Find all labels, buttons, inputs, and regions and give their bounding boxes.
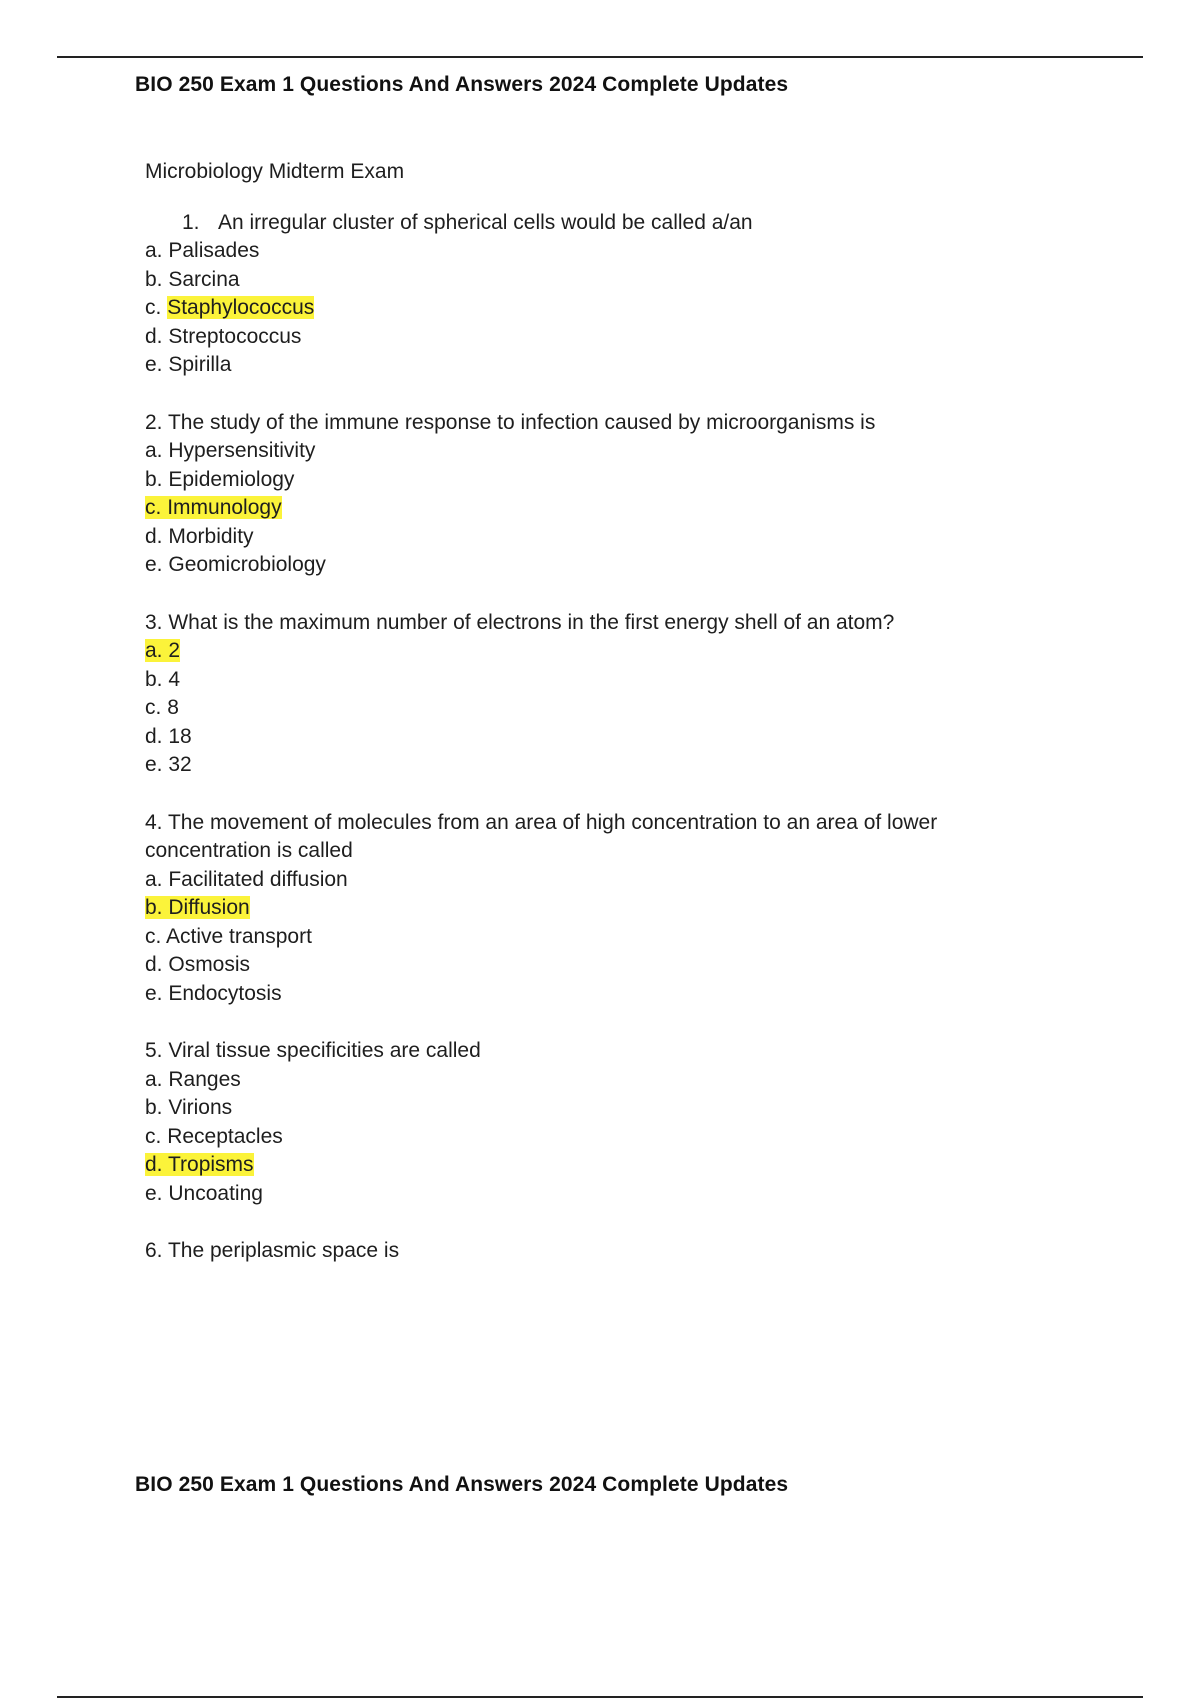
- answer-highlight: Staphylococcus: [167, 296, 315, 319]
- question-5: [145, 1037, 1065, 1208]
- question-3-number: 3.: [145, 610, 163, 634]
- question-4-option-e: e. Endocytosis: [145, 981, 282, 1005]
- question-1-option-c: c. Staphylococcus: [145, 296, 315, 319]
- answer-highlight: c. Immunology: [145, 496, 282, 519]
- question-3-text: [145, 609, 1065, 638]
- question-4: [145, 809, 1065, 1009]
- question-3: [145, 609, 1065, 780]
- question-6-number: 6.: [145, 1239, 163, 1262]
- question-3-option-c: c. 8: [145, 696, 179, 719]
- question-3-option-d: d. 18: [145, 724, 192, 748]
- answer-highlight: d. Tropisms: [145, 1153, 254, 1176]
- exam-subtitle: Microbiology Midterm Exam: [145, 160, 405, 183]
- question-5-text: [145, 1037, 1065, 1066]
- question-1-number: 1.: [182, 210, 200, 234]
- question-1-option-a: a. Palisades: [145, 239, 260, 262]
- question-1: [145, 209, 1065, 380]
- document-body: [145, 158, 1065, 1295]
- question-2-option-a: a. Hypersensitivity: [145, 439, 316, 462]
- question-3-option-b: b. 4: [145, 667, 181, 691]
- question-4-number: 4.: [145, 810, 163, 834]
- question-1-text: [145, 209, 1065, 238]
- question-3-option-e: e. 32: [145, 753, 192, 776]
- bottom-rule: [57, 1696, 1143, 1698]
- question-4-prompt: The movement of molecules from an area of high concentration to an area of lower concentration is called: [145, 810, 938, 862]
- question-5-number: 5.: [145, 1039, 163, 1062]
- question-4-option-c: c. Active transport: [145, 924, 312, 948]
- question-2-number: 2.: [145, 410, 163, 434]
- question-1-option-d: d. Streptococcus: [145, 324, 302, 348]
- question-2: [145, 409, 1065, 580]
- question-2-option-c: [145, 494, 1065, 523]
- question-3-prompt: What is the maximum number of electrons in the first energy shell of an atom?: [168, 610, 895, 634]
- question-5-option-e: e. Uncoating: [145, 1181, 263, 1205]
- question-2-option-b: b. Epidemiology: [145, 467, 295, 491]
- answer-highlight: b. Diffusion: [145, 896, 250, 919]
- answer-highlight: a. 2: [145, 639, 181, 662]
- question-5-option-d: [145, 1151, 1065, 1180]
- question-2-text: [145, 409, 1065, 438]
- question-5-option-a: a. Ranges: [145, 1067, 241, 1091]
- question-1-option-e: e. Spirilla: [145, 353, 232, 376]
- question-3-option-a: [145, 637, 1065, 666]
- page-footer-title: BIO 250 Exam 1 Questions And Answers 2024 Complete Updates: [135, 1473, 789, 1496]
- question-4-option-d: d. Osmosis: [145, 953, 251, 976]
- question-6: [145, 1237, 1065, 1266]
- page-header-title: BIO 250 Exam 1 Questions And Answers 2024 Complete Updates: [135, 73, 789, 96]
- question-5-option-b: b. Virions: [145, 1096, 233, 1119]
- question-2-prompt: The study of the immune response to infection caused by microorganisms is: [167, 410, 876, 434]
- question-1-option-b: b. Sarcina: [145, 267, 240, 291]
- question-4-text: [145, 809, 995, 866]
- question-1-prompt: An irregular cluster of spherical cells would be called a/an: [218, 210, 753, 234]
- question-5-option-c: c. Receptacles: [145, 1124, 283, 1148]
- question-6-prompt: The periplasmic space is: [167, 1239, 400, 1262]
- top-rule: [57, 56, 1143, 58]
- question-2-option-e: e. Geomicrobiology: [145, 553, 326, 576]
- question-2-option-d: d. Morbidity: [145, 524, 254, 548]
- question-4-option-b: [145, 894, 1065, 923]
- question-5-prompt: Viral tissue specificities are called: [168, 1039, 481, 1062]
- question-6-text: [145, 1237, 1065, 1266]
- question-4-option-a: a. Facilitated diffusion: [145, 867, 348, 891]
